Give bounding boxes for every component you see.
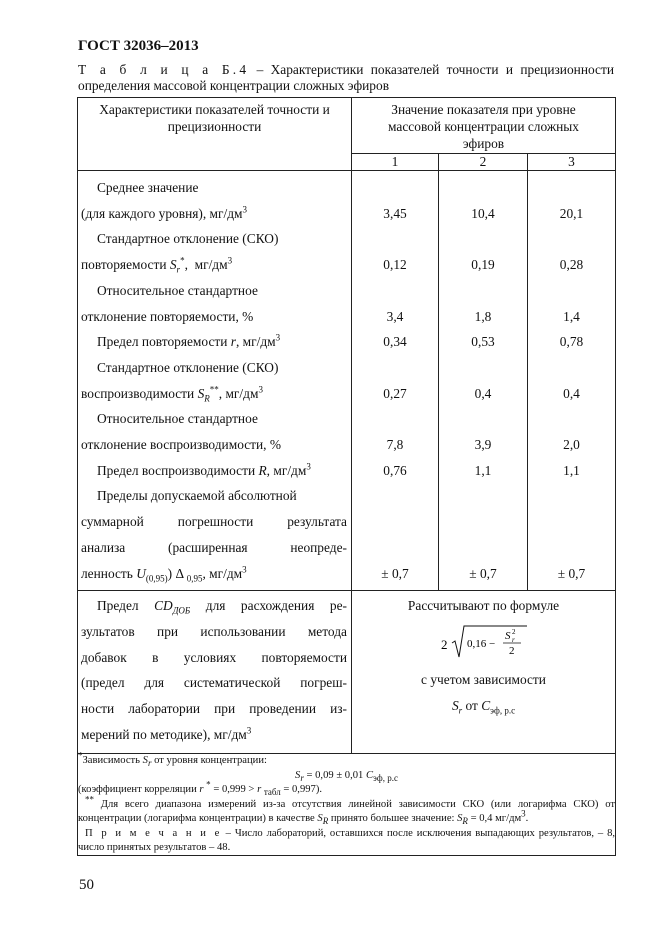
level-3: 3 xyxy=(528,154,616,171)
value-cell: 1,8 xyxy=(474,308,492,324)
value-cell: 0,4 xyxy=(563,385,580,401)
formula xyxy=(352,619,615,667)
formula-coefficient: 2 xyxy=(440,636,447,652)
value-cell: ± 0,7 xyxy=(381,565,409,581)
row-label: ленность $U_{(0,95)}$) Δ $_{0,95}$, $мг/дм^3$ xyxy=(81,564,247,584)
notes-row xyxy=(78,754,616,856)
formula-constant: 0,16 − xyxy=(466,637,495,650)
level-1-values xyxy=(352,171,439,591)
value-cell: 0,12 xyxy=(383,257,407,273)
row-label: Предел повторяемости r, $мг/дм^3$ xyxy=(97,332,281,350)
row-label: Относительное стандартное xyxy=(97,411,258,427)
row-label: отклонение повторяемости, % xyxy=(81,308,254,324)
footnote-1-correlation: (коэффициент корреляции r * = 0,999 > r $_{табл}$ = 0,997). xyxy=(78,779,323,798)
value-cell: 0,19 xyxy=(471,257,495,273)
level-3-values xyxy=(528,171,616,591)
value-cell: 0,76 xyxy=(383,462,407,478)
value-cell: 20,1 xyxy=(559,205,584,221)
footnote-1-formula: $S_r = 0,09 \pm 0,01$ $C_{эф, р.с}$ xyxy=(295,769,398,783)
level-2-values xyxy=(439,171,528,591)
dependency-text: с учетом зависимости xyxy=(421,671,546,687)
table-notes xyxy=(78,750,616,856)
cd-limit-label xyxy=(78,591,352,754)
note-label: П р и м е ч а н и е xyxy=(85,827,222,839)
cd-formula-cell xyxy=(352,591,616,754)
row-label: Стандартное отклонение (СКО) xyxy=(97,359,279,375)
page-number: 50 xyxy=(79,877,94,893)
value-cell: 0,78 xyxy=(559,334,584,350)
dependency-formula: $S_r$ от $C_{эф, р.с}$ xyxy=(451,697,516,716)
row-label: Предел $CD_{ДОБ}$ для расхождения ре- xyxy=(97,598,348,616)
value-cell: 1,1 xyxy=(563,462,580,478)
value-cell: 1,1 xyxy=(474,462,492,478)
formula-numerator: S xyxy=(504,629,510,642)
value-cell: 3,4 xyxy=(386,308,404,324)
row-label: отклонение воспроизводимости, % xyxy=(81,437,282,453)
row-label: зультатов при использовании метода xyxy=(81,623,347,639)
formula-denominator: 2 xyxy=(508,644,514,657)
row-label: суммарной погрешности результата xyxy=(81,514,347,530)
note-text: – Число лабораторий, оставшихся после исключения выпадающих результатов, – 8, число принятых результатов – 48. xyxy=(78,827,616,853)
row-label: Пределы допускаемой абсолютной xyxy=(97,488,297,504)
row-label: (для каждого уровня), $мг/дм^3$ xyxy=(81,204,248,221)
row-label: повторяемости $S_r^*$, $мг/дм^3$ xyxy=(81,255,233,275)
table-header-row xyxy=(78,98,616,154)
row-label: мерений по методике), $мг/дм^3$ xyxy=(81,725,252,742)
row-label: воспроизводимости $S_R^{**}$, $мг/дм^3$ xyxy=(81,384,263,404)
value-cell: ± 0,7 xyxy=(557,565,586,581)
formula-sub: r xyxy=(511,635,515,644)
row-label: Предел воспроизводимости R, $мг/дм^3$ xyxy=(97,461,311,478)
row-label: (предел для систематической погреш- xyxy=(81,675,347,691)
value-cell: 2,0 xyxy=(563,437,580,453)
header-characteristics: Характеристики показателей точности и прецизионности xyxy=(78,98,352,171)
footnote-2: ** Для всего диапазона измерений из-за отсутствия линейной зависимости СКО (или логарифма СКО) от концентрации (логарифма концентрации) в качестве $S_R$ принято большее значение: $S_R = 0,4$ $мг/дм^3$. xyxy=(78,794,615,827)
precision-table xyxy=(77,97,616,856)
row-label: анализа (расширенная неопреде- xyxy=(81,539,347,555)
footnote-1: *Зависимость $S_r$ от уровня концентрации: xyxy=(78,750,267,769)
formula-intro: Рассчитывают по формуле xyxy=(407,598,560,614)
standard-designation: ГОСТ 32036–2013 xyxy=(78,38,199,54)
value-cell: 10,4 xyxy=(471,205,495,221)
table-caption xyxy=(78,62,614,94)
value-cell: 0,53 xyxy=(471,334,495,350)
value-cell: 0,4 xyxy=(474,385,492,401)
row-label: ности лаборатории при проведении из- xyxy=(81,701,347,717)
value-cell: 1,4 xyxy=(563,308,580,324)
value-cell: 0,34 xyxy=(383,334,407,350)
formula-sqrt xyxy=(439,621,529,665)
row-label: Относительное стандартное xyxy=(97,282,258,298)
value-cell: 7,8 xyxy=(386,437,404,453)
value-cell: 3,9 xyxy=(474,437,492,453)
caption-text: – Характеристики показателей точности и прецизионности определения массовой концентрации сложных эфиров xyxy=(78,62,614,93)
table-note xyxy=(78,827,615,856)
formula-exp: 2 xyxy=(511,627,515,636)
row-label: добавок в условиях повторяемости xyxy=(81,649,347,665)
table-body-row xyxy=(78,171,616,591)
row-label: Стандартное отклонение (СКО) xyxy=(97,231,279,247)
characteristics-column xyxy=(78,171,352,591)
row-label: Среднее значение xyxy=(97,180,199,195)
value-cell: 0,28 xyxy=(559,257,584,273)
cd-limit-row xyxy=(78,591,616,754)
caption-label: Т а б л и ц а Б.4 xyxy=(78,62,250,77)
level-2: 2 xyxy=(439,154,528,171)
value-cell: 0,27 xyxy=(383,385,407,401)
header-values: Значение показателя при уровне массовой концентрации сложных эфиров xyxy=(352,98,616,154)
value-cell: ± 0,7 xyxy=(469,565,497,581)
value-cell: 3,45 xyxy=(383,205,407,221)
level-1: 1 xyxy=(352,154,439,171)
